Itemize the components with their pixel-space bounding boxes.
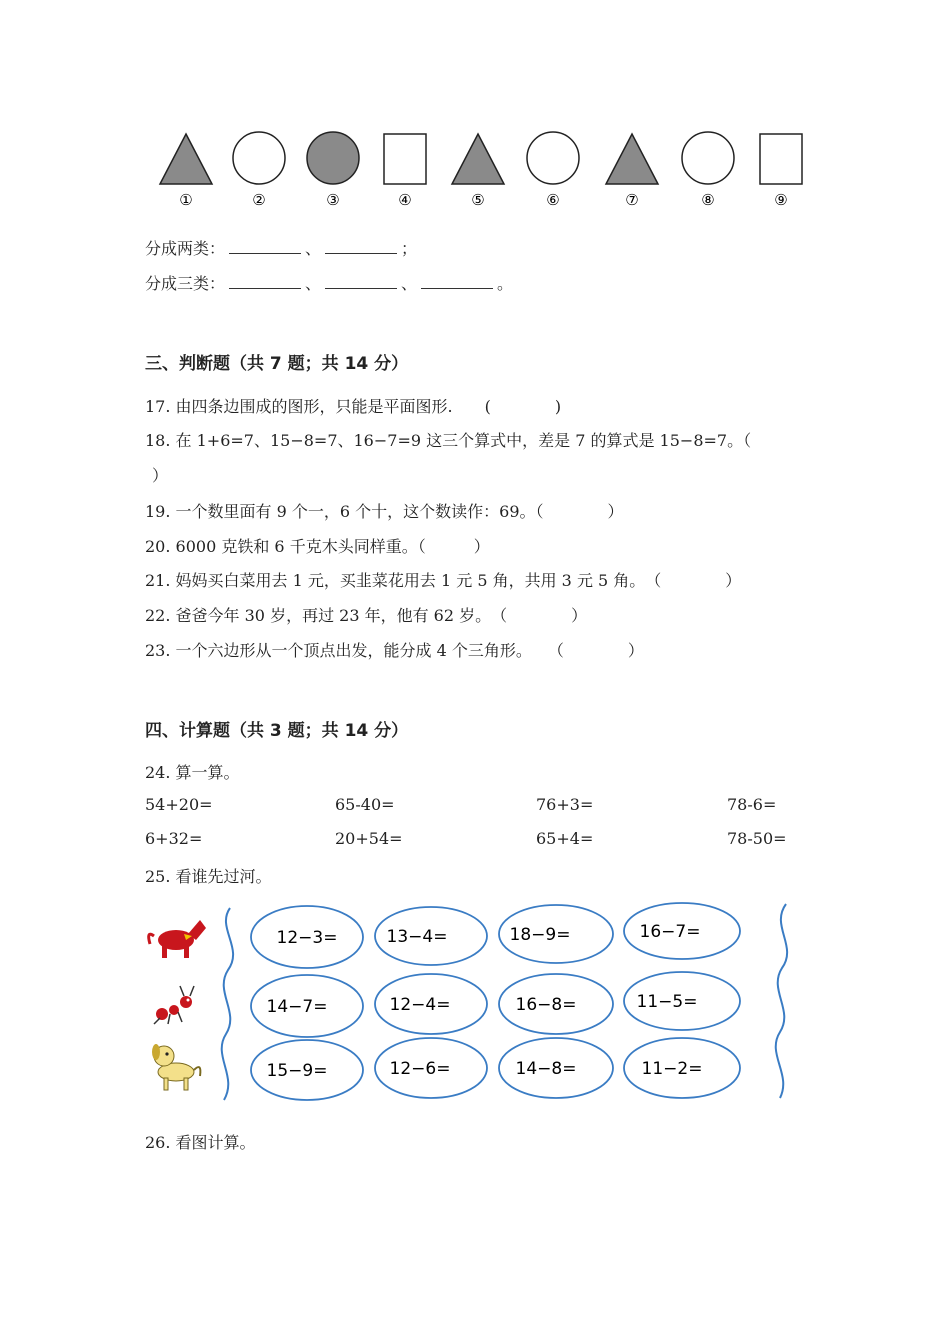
- river-oval: [624, 972, 740, 1030]
- river-oval: [375, 974, 487, 1034]
- question-18: 18. 在 1+6=7、15−8=7、16−7=9 这三个算式中，差是 7 的算式是 15−8=7。（: [145, 431, 752, 450]
- question-18-cont: ）: [152, 466, 169, 485]
- oval-text: 12−4=: [389, 995, 451, 1015]
- river-oval: [499, 974, 613, 1034]
- calc-item: 78-6=: [727, 795, 777, 814]
- answer-blank[interactable]: [421, 274, 493, 289]
- separator: ；: [401, 239, 418, 258]
- oval-text: 12−3=: [276, 928, 338, 948]
- classify-three-prefix: 分成三类：: [145, 274, 226, 293]
- question-26: 26. 看图计算。: [145, 1133, 256, 1152]
- shape-6-circle: [527, 132, 579, 209]
- shape-2-circle: [233, 132, 285, 209]
- dog-icon: [152, 1044, 200, 1090]
- shape-1-triangle: [160, 134, 212, 209]
- calc-item: 65+4=: [536, 829, 594, 848]
- question-19: 19. 一个数里面有 9 个一，6 个十，这个数读作：69。（ ）: [145, 502, 624, 521]
- oval-text: 13−4=: [386, 927, 448, 947]
- separator: 、: [305, 239, 322, 258]
- shape-5-triangle: [452, 134, 504, 209]
- river-oval: [375, 907, 487, 965]
- shape-8-circle: [682, 132, 734, 209]
- shape-3-circle: [307, 132, 359, 209]
- section3-heading: 三、判断题（共 7 题；共 14 分）: [145, 354, 409, 374]
- oval-text: 16−7=: [639, 922, 701, 942]
- question-24: 24. 算一算。: [145, 763, 240, 782]
- answer-blank[interactable]: [229, 274, 301, 289]
- shape-4-label: ④: [398, 191, 412, 209]
- river-oval: [624, 1038, 740, 1098]
- shape-9-label: ⑨: [774, 191, 788, 209]
- oval-text: 14−8=: [515, 1059, 577, 1079]
- river-oval: [499, 905, 613, 963]
- calc-item: 6+32=: [145, 829, 203, 848]
- shapes-figure: [150, 125, 815, 215]
- shape-2-label: ②: [252, 191, 266, 209]
- river-oval: [499, 1038, 613, 1098]
- oval-text: 15−9=: [266, 1061, 328, 1081]
- ant-icon: [154, 986, 194, 1024]
- separator: 。: [497, 274, 514, 293]
- separator: 、: [401, 274, 418, 293]
- calc-item: 54+20=: [145, 795, 213, 814]
- section4-heading: 四、计算题（共 3 题；共 14 分）: [145, 721, 409, 741]
- classify-three-line: [145, 271, 513, 294]
- oval-text: 14−7=: [266, 997, 328, 1017]
- shape-7-label: ⑦: [625, 191, 639, 209]
- oval-text: 18−9=: [509, 925, 571, 945]
- calc-item: 76+3=: [536, 795, 594, 814]
- question-25: 25. 看谁先过河。: [145, 867, 272, 886]
- question-22: 22. 爸爸今年 30 岁，再过 23 年，他有 62 岁。 （ ）: [145, 606, 588, 625]
- river-oval: [251, 975, 363, 1037]
- shape-7-triangle: [606, 134, 658, 209]
- shape-3-label: ③: [326, 191, 340, 209]
- horse-icon: [149, 920, 206, 958]
- river-figure: [140, 900, 800, 1110]
- shape-8-label: ⑧: [701, 191, 715, 209]
- question-23: 23. 一个六边形从一个顶点出发，能分成 4 个三角形。 （ ）: [145, 641, 644, 660]
- classify-two-line: [145, 236, 417, 259]
- river-oval: [251, 906, 363, 968]
- right-river-wave: [776, 904, 787, 1098]
- shape-5-label: ⑤: [471, 191, 485, 209]
- answer-blank[interactable]: [325, 239, 397, 254]
- classify-two-prefix: 分成两类：: [145, 239, 226, 258]
- question-20: 20. 6000 克铁和 6 千克木头同样重。（ ）: [145, 537, 490, 556]
- shape-6-label: ⑥: [546, 191, 560, 209]
- calc-item: 20+54=: [335, 829, 403, 848]
- question-21: 21. 妈妈买白菜用去 1 元，买韭菜花用去 1 元 5 角，共用 3 元 5 角。 （ ）: [145, 571, 742, 590]
- calc-item: 65-40=: [335, 795, 395, 814]
- shape-4-square: [384, 134, 426, 209]
- oval-text: 11−2=: [641, 1059, 703, 1079]
- left-river-wave: [222, 908, 233, 1100]
- calc-item: 78-50=: [727, 829, 787, 848]
- oval-text: 12−6=: [389, 1059, 451, 1079]
- answer-blank[interactable]: [229, 239, 301, 254]
- separator: 、: [305, 274, 322, 293]
- river-oval: [375, 1038, 487, 1098]
- shape-9-square: [760, 134, 802, 209]
- river-oval: [624, 903, 740, 959]
- answer-blank[interactable]: [325, 274, 397, 289]
- question-17: 17. 由四条边围成的图形，只能是平面图形. ( ): [145, 397, 562, 416]
- oval-text: 11−5=: [636, 992, 698, 1012]
- oval-text: 16−8=: [515, 995, 577, 1015]
- river-oval: [251, 1040, 363, 1100]
- shape-1-label: ①: [179, 191, 193, 209]
